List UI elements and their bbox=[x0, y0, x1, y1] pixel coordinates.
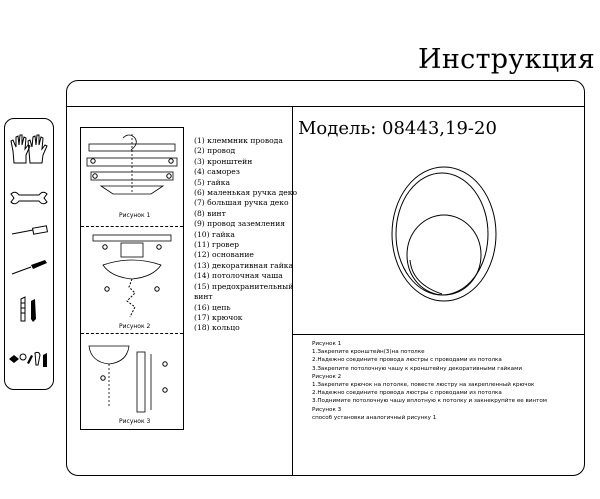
list-item: (16) цепь bbox=[194, 302, 231, 312]
figure-1 bbox=[81, 128, 183, 227]
list-item: (2) провод bbox=[194, 146, 236, 156]
list-item: 2.Надежно соедините провода люстры с проводами из потолка bbox=[312, 357, 502, 364]
model-label: Модель: 08443,19-20 bbox=[298, 118, 497, 139]
tools-panel bbox=[4, 118, 54, 390]
figure-1-caption: Рисунок 1 bbox=[119, 212, 151, 219]
list-item: (13) декоративная гайка bbox=[194, 260, 294, 270]
figure-3 bbox=[81, 334, 183, 430]
lamp-illustration bbox=[388, 162, 500, 308]
list-item: (6) маленькая ручка деко bbox=[194, 188, 298, 198]
tester-screwdriver-icon bbox=[5, 259, 53, 277]
anchor-screw-icon bbox=[5, 295, 53, 323]
list-item: (17) крючок bbox=[194, 312, 243, 322]
screwdriver-icon bbox=[5, 225, 53, 237]
instructions-text bbox=[312, 340, 547, 422]
list-item: (11) гровер bbox=[194, 240, 240, 250]
list-item: (12) основание bbox=[194, 250, 254, 260]
list-item: 3.Закрепите потолочную чашу к кронштейну декоративными гайками bbox=[312, 365, 522, 372]
list-item: 2.Надежно соедините провода люстры с проводами из потолка bbox=[312, 390, 502, 397]
list-item: (4) саморез bbox=[194, 167, 240, 177]
gloves-icon bbox=[5, 133, 53, 165]
list-item: (15) предохранительный bbox=[194, 281, 294, 291]
list-item: (7) большая ручка деко bbox=[194, 198, 289, 208]
figure-3-caption: Рисунок 3 bbox=[119, 418, 151, 425]
list-item: Рисунок 2 bbox=[312, 373, 342, 380]
page-title: Инструкция bbox=[418, 44, 596, 75]
list-item: (10) гайка bbox=[194, 229, 235, 239]
list-item: винт bbox=[194, 292, 213, 302]
list-item: (3) кронштейн bbox=[194, 156, 253, 166]
figures-panel bbox=[80, 127, 184, 430]
list-item: (18) кольцо bbox=[194, 323, 240, 333]
list-item: Рисунок 3 bbox=[312, 406, 342, 413]
figure-2-caption: Рисунок 2 bbox=[119, 323, 151, 330]
wrench-icon bbox=[5, 191, 53, 205]
list-item: 1.Закрепите кронштейн(3)на потолке bbox=[312, 349, 425, 356]
parts-list bbox=[194, 136, 297, 334]
list-item: (9) провод заземления bbox=[194, 219, 286, 229]
list-item: (8) винт bbox=[194, 208, 226, 218]
list-item: (14) потолочная чаша bbox=[194, 271, 283, 281]
list-item: 1.Закрепите крючок на потолке, повесте люстру на закрепленный крючок bbox=[312, 382, 535, 389]
list-item: Рисунок 1 bbox=[312, 341, 342, 347]
list-item: 3.Поднимите потолочную чашу вплотную к потолку и закнекрупйте ее винтом bbox=[312, 398, 547, 405]
figure-2 bbox=[81, 227, 183, 334]
list-item: способ установки аналогичный рисунку 1 bbox=[312, 414, 437, 421]
list-item: (5) гайка bbox=[194, 177, 231, 187]
list-item: (1) клеммник провода bbox=[194, 136, 283, 145]
hardware-kit-icon bbox=[5, 349, 53, 371]
